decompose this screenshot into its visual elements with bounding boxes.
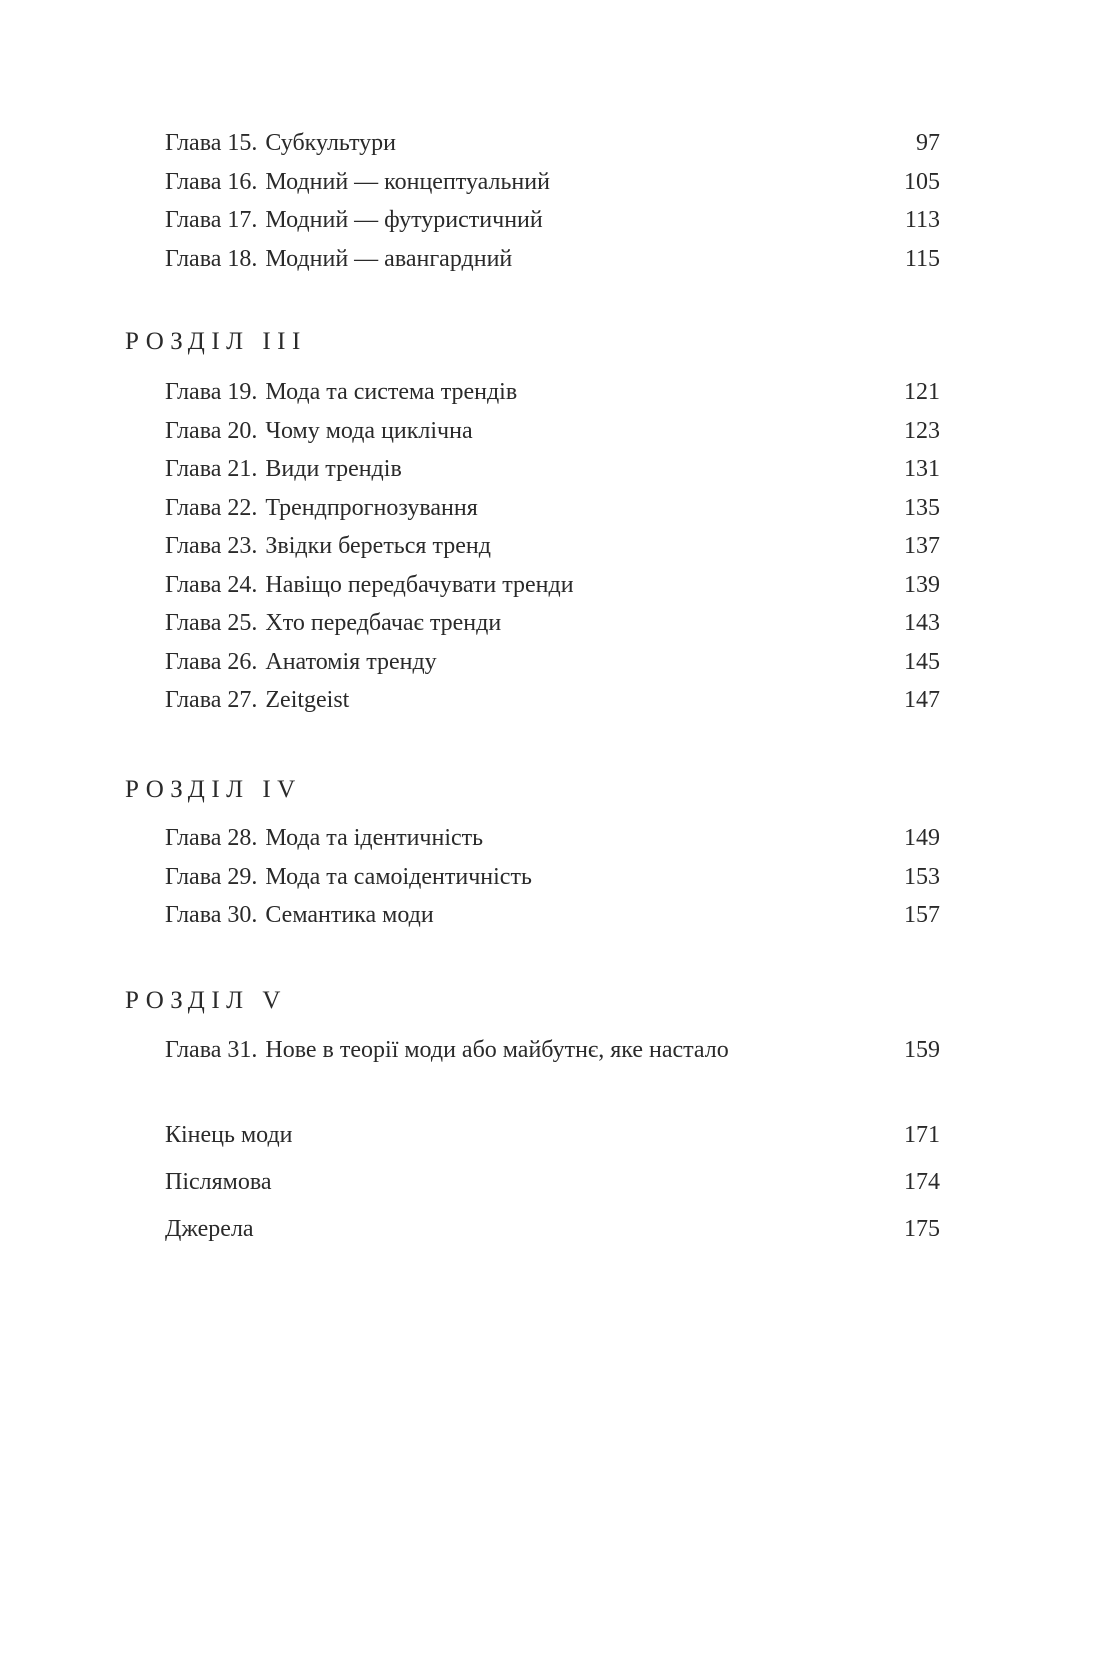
chapter-number: Глава 29. [165,863,258,890]
chapter-title: Модний — футуристичний [265,207,543,233]
chapter-title: Субкультури [265,130,396,156]
chapter-title: Zeitgeist [265,687,350,713]
toc-entry[interactable] [0,858,1102,897]
chapter-number: Глава 19. [165,379,258,405]
page-number: 115 [904,245,940,272]
page-number: 159 [904,1037,940,1063]
chapter-title: Мода та самоідентичність [265,863,532,890]
page-number: 147 [904,687,940,713]
chapter-number: Глава 27. [165,687,258,713]
chapter-number: Глава 16. [165,168,258,195]
toc-entry[interactable] [0,163,1102,202]
toc-group-chapters-15-18 [0,124,1102,278]
chapter-title: Навіщо передбачувати тренди [265,571,574,598]
toc-group-section-5 [0,1031,1102,1070]
page-number: 105 [904,168,940,195]
toc-entry[interactable] [0,450,1102,489]
page-number: 145 [904,648,940,675]
page-number: 149 [904,825,940,851]
chapter-title: Звідки береться тренд [265,533,491,559]
chapter-title: Мода та система трендів [265,379,518,405]
toc-group-section-4 [0,819,1102,935]
toc-entry[interactable] [0,124,1102,163]
toc-entry[interactable] [0,527,1102,566]
chapter-number: Глава 30. [165,902,258,928]
toc-entry[interactable] [0,819,1102,858]
chapter-title: Нове в теорії моди або майбутнє, яке настало [265,1037,729,1063]
toc-entry-sources[interactable] [0,1206,1102,1253]
page-number: 153 [904,863,940,890]
entry-title: Джерела [165,1216,254,1242]
section-heading-3: РОЗДІЛ III [125,328,307,355]
chapter-number: Глава 31. [165,1037,258,1063]
toc-entry[interactable] [0,604,1102,643]
chapter-title: Мода та ідентичність [265,825,484,851]
chapter-number: Глава 28. [165,825,258,851]
page-number: 143 [904,610,940,636]
chapter-title: Трендпрогнозування [265,494,478,521]
chapter-number: Глава 22. [165,494,258,521]
toc-entry[interactable] [0,896,1102,935]
page-number: 121 [904,379,940,405]
entry-title: Кінець моди [165,1122,293,1148]
chapter-number: Глава 25. [165,610,258,636]
toc-group-section-3 [0,373,1102,720]
chapter-number: Глава 18. [165,245,258,272]
chapter-number: Глава 23. [165,533,258,559]
section-heading-4: РОЗДІЛ IV [125,776,302,803]
page-number: 171 [904,1122,940,1148]
page-number: 135 [904,494,940,521]
page-number: 131 [904,456,940,482]
toc-entry[interactable] [0,373,1102,412]
toc-entry[interactable] [0,240,1102,279]
toc-entry[interactable] [0,566,1102,605]
toc-entry[interactable] [0,412,1102,451]
chapter-number: Глава 21. [165,456,258,482]
chapter-number: Глава 24. [165,571,258,598]
toc-entry-afterword[interactable] [0,1159,1102,1206]
chapter-number: Глава 17. [165,207,258,233]
chapter-title: Модний — концептуальний [265,168,550,195]
page-number: 137 [904,533,940,559]
chapter-title: Семантика моди [265,902,434,928]
page-number: 157 [904,902,940,928]
chapter-number: Глава 20. [165,417,258,444]
chapter-title: Чому мода циклічна [265,417,473,444]
page-number: 113 [904,207,940,233]
section-heading-5: РОЗДІЛ V [125,987,287,1014]
toc-entry-end-of-fashion[interactable] [0,1112,1102,1159]
page-number: 97 [916,130,940,156]
page-number: 174 [904,1169,940,1195]
toc-entry[interactable] [0,201,1102,240]
entry-title: Післямова [165,1169,272,1195]
chapter-title: Анатомія тренду [265,648,437,675]
toc-group-back-matter [0,1112,1102,1253]
chapter-title: Модний — авангардний [265,245,513,272]
chapter-number: Глава 26. [165,648,258,675]
toc-entry[interactable] [0,1031,1102,1070]
toc-entry[interactable] [0,643,1102,682]
chapter-number: Глава 15. [165,130,258,156]
toc-entry[interactable] [0,681,1102,720]
page-number: 123 [904,417,940,444]
page-number: 139 [904,571,940,598]
toc-entry[interactable] [0,489,1102,528]
chapter-title: Види трендів [265,456,402,482]
page-number: 175 [904,1216,940,1242]
chapter-title: Хто передбачає тренди [265,610,502,636]
